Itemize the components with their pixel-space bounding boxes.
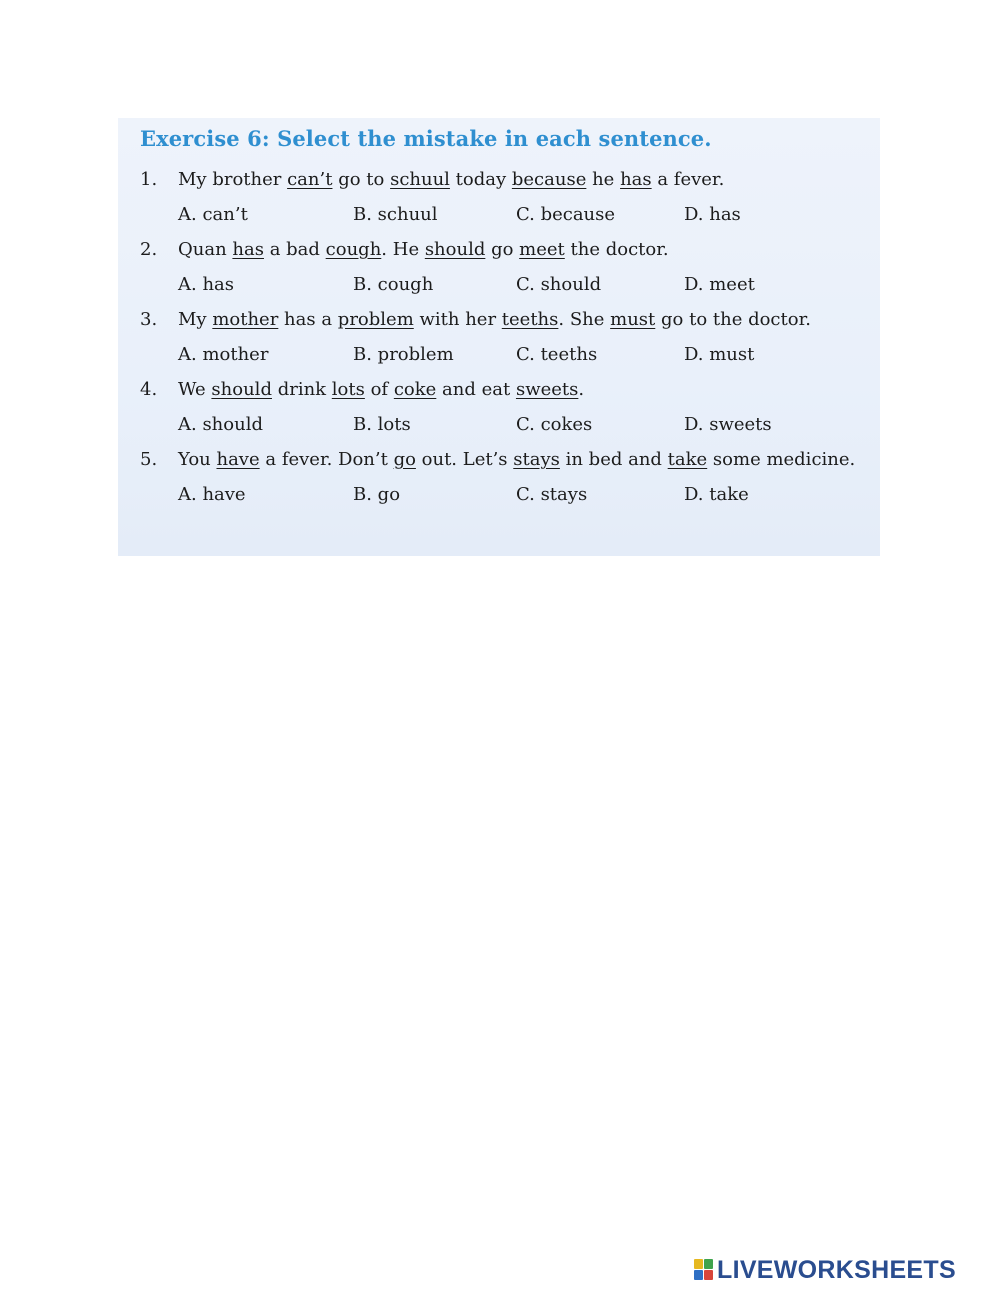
underlined-word: teeths <box>501 309 559 330</box>
answer-option-d[interactable]: D. meet <box>684 274 755 295</box>
question-number: 3. <box>140 309 158 330</box>
underlined-word: lots <box>331 379 365 400</box>
underlined-word: take <box>667 449 708 470</box>
underlined-word: can’t <box>287 169 333 190</box>
sentence-text: You <box>178 449 217 470</box>
sentence-text: the doctor. <box>564 239 669 260</box>
sentence-text: and eat <box>436 379 516 400</box>
question-number: 4. <box>140 379 158 400</box>
sentence-text: . She <box>558 309 611 330</box>
question-sentence <box>178 309 811 330</box>
underlined-word: schuul <box>390 169 450 190</box>
answer-option-a[interactable]: A. should <box>178 414 263 435</box>
answer-option-c[interactable]: C. should <box>516 274 602 295</box>
sentence-text: . <box>578 379 585 400</box>
sentence-text: a bad <box>263 239 326 260</box>
question-number: 1. <box>140 169 158 190</box>
logo-text: LIVEWORKSHEETS <box>717 1255 956 1284</box>
sentence-text: go <box>485 239 520 260</box>
sentence-text: a fever. <box>651 169 725 190</box>
question-sentence <box>178 449 855 470</box>
question-3 <box>140 309 860 333</box>
sentence-text: drink <box>271 379 332 400</box>
question-2 <box>140 239 860 263</box>
sentence-text: he <box>586 169 621 190</box>
sentence-text: out. Let’s <box>415 449 514 470</box>
answer-option-d[interactable]: D. sweets <box>684 414 772 435</box>
sentence-text: a fever. Don’t <box>259 449 394 470</box>
answer-option-b[interactable]: B. cough <box>353 274 434 295</box>
question-number: 2. <box>140 239 158 260</box>
question-sentence <box>178 379 584 400</box>
answer-option-c[interactable]: C. cokes <box>516 414 593 435</box>
answer-option-a[interactable]: A. have <box>178 484 246 505</box>
answer-option-b[interactable]: B. schuul <box>353 204 438 225</box>
underlined-word: should <box>424 239 486 260</box>
sentence-text: My <box>178 309 213 330</box>
answer-option-d[interactable]: D. has <box>684 204 741 225</box>
sentence-text: . He <box>381 239 425 260</box>
underlined-word: problem <box>337 309 414 330</box>
answer-option-a[interactable]: A. mother <box>178 344 269 365</box>
underlined-word: because <box>511 169 587 190</box>
answer-option-b[interactable]: B. problem <box>353 344 454 365</box>
underlined-word: go <box>393 449 416 470</box>
underlined-word: meet <box>519 239 565 260</box>
underlined-word: mother <box>212 309 279 330</box>
answer-option-b[interactable]: B. go <box>353 484 401 505</box>
underlined-word: coke <box>393 379 437 400</box>
answer-option-a[interactable]: A. has <box>178 274 235 295</box>
underlined-word: sweets <box>515 379 579 400</box>
exercise-panel <box>118 118 880 556</box>
sentence-text: has a <box>278 309 338 330</box>
question-1 <box>140 169 860 193</box>
question-5 <box>140 449 860 473</box>
sentence-text: My brother <box>178 169 288 190</box>
sentence-text: go to <box>332 169 391 190</box>
sentence-text: today <box>449 169 512 190</box>
answer-option-d[interactable]: D. must <box>684 344 755 365</box>
liveworksheets-logo-icon <box>694 1259 714 1281</box>
underlined-word: should <box>211 379 272 400</box>
question-4 <box>140 379 860 403</box>
underlined-word: has <box>620 169 652 190</box>
liveworksheets-logo[interactable] <box>694 1256 956 1284</box>
underlined-word: cough <box>325 239 382 260</box>
underlined-word: must <box>610 309 656 330</box>
answer-option-a[interactable]: A. can’t <box>178 204 248 225</box>
answer-option-c[interactable]: C. teeths <box>516 344 598 365</box>
question-sentence <box>178 169 724 190</box>
underlined-word: stays <box>513 449 560 470</box>
question-number: 5. <box>140 449 158 470</box>
sentence-text: with her <box>413 309 502 330</box>
sentence-text: in bed and <box>559 449 668 470</box>
question-sentence <box>178 239 669 260</box>
underlined-word: has <box>232 239 264 260</box>
answer-option-d[interactable]: D. take <box>684 484 749 505</box>
sentence-text: some medicine. <box>707 449 856 470</box>
answer-option-c[interactable]: C. stays <box>516 484 588 505</box>
underlined-word: have <box>216 449 260 470</box>
sentence-text: of <box>364 379 394 400</box>
answer-option-b[interactable]: B. lots <box>353 414 411 435</box>
exercise-title: Exercise 6: Select the mistake in each sentence. <box>140 126 712 151</box>
answer-option-c[interactable]: C. because <box>516 204 616 225</box>
sentence-text: We <box>178 379 212 400</box>
sentence-text: go to the doctor. <box>655 309 811 330</box>
sentence-text: Quan <box>178 239 233 260</box>
